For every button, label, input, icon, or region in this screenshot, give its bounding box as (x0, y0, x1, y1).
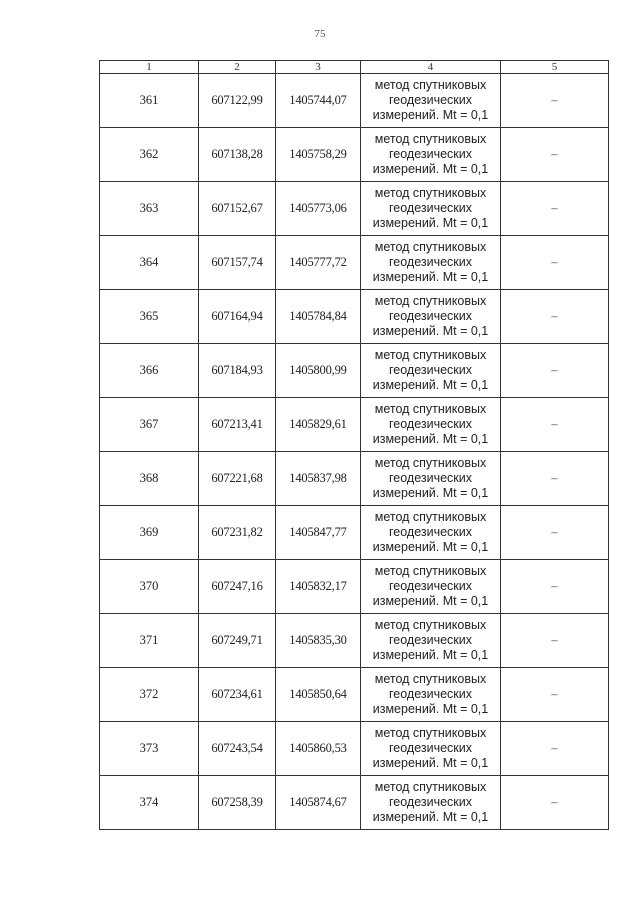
coord-x-cell: 607231,82 (199, 506, 276, 560)
method-text-line: измерений. Mt = 0,1 (372, 756, 489, 770)
method-cell (361, 290, 501, 344)
method-cell (361, 452, 501, 506)
method-cell (361, 668, 501, 722)
note-cell: – (501, 290, 609, 344)
note-cell: – (501, 128, 609, 182)
note-cell: – (501, 506, 609, 560)
table-row (100, 722, 609, 776)
method-cell (361, 236, 501, 290)
method-cell (361, 560, 501, 614)
coord-x-cell: 607157,74 (199, 236, 276, 290)
note-cell: – (501, 74, 609, 128)
method-text-line: метод спутниковых (374, 78, 487, 92)
coord-y-cell: 1405784,84 (276, 290, 361, 344)
method-text-line: метод спутниковых (374, 402, 487, 416)
method-text-line: метод спутниковых (374, 186, 487, 200)
method-text-line: геодезических (388, 309, 472, 323)
note-cell: – (501, 452, 609, 506)
coord-y-cell: 1405832,17 (276, 560, 361, 614)
header-col-4: 4 (361, 61, 501, 74)
coord-x-cell: 607152,67 (199, 182, 276, 236)
point-number-cell: 369 (100, 506, 199, 560)
coord-y-cell: 1405860,53 (276, 722, 361, 776)
coord-x-cell: 607247,16 (199, 560, 276, 614)
coord-y-cell: 1405847,77 (276, 506, 361, 560)
method-text-line: метод спутниковых (374, 456, 487, 470)
point-number-cell: 372 (100, 668, 199, 722)
table-row (100, 776, 609, 830)
method-text-line: геодезических (388, 579, 472, 593)
table-row (100, 668, 609, 722)
method-text-line: измерений. Mt = 0,1 (372, 162, 489, 176)
table-row (100, 74, 609, 128)
point-number-cell: 374 (100, 776, 199, 830)
note-cell: – (501, 668, 609, 722)
coord-y-cell: 1405829,61 (276, 398, 361, 452)
coord-x-cell: 607122,99 (199, 74, 276, 128)
coord-y-cell: 1405835,30 (276, 614, 361, 668)
method-text-line: геодезических (388, 687, 472, 701)
method-text-line: измерений. Mt = 0,1 (372, 702, 489, 716)
method-text-line: измерений. Mt = 0,1 (372, 432, 489, 446)
point-number-cell: 365 (100, 290, 199, 344)
method-text-line: геодезических (388, 633, 472, 647)
table-row (100, 344, 609, 398)
point-number-cell: 361 (100, 74, 199, 128)
table-row (100, 560, 609, 614)
note-cell: – (501, 182, 609, 236)
table-body (100, 74, 609, 830)
point-number-cell: 362 (100, 128, 199, 182)
method-text-line: метод спутниковых (374, 348, 487, 362)
table-row (100, 452, 609, 506)
method-text-line: метод спутниковых (374, 618, 487, 632)
note-cell: – (501, 344, 609, 398)
method-cell (361, 776, 501, 830)
coord-x-cell: 607243,54 (199, 722, 276, 776)
point-number-cell: 371 (100, 614, 199, 668)
method-text-line: геодезических (388, 147, 472, 161)
coord-x-cell: 607234,61 (199, 668, 276, 722)
coordinates-table (99, 60, 609, 830)
coord-x-cell: 607221,68 (199, 452, 276, 506)
coord-y-cell: 1405777,72 (276, 236, 361, 290)
method-text-line: измерений. Mt = 0,1 (372, 594, 489, 608)
method-text-line: измерений. Mt = 0,1 (372, 810, 489, 824)
method-text-line: метод спутниковых (374, 672, 487, 686)
point-number-cell: 370 (100, 560, 199, 614)
method-text-line: измерений. Mt = 0,1 (372, 486, 489, 500)
method-text-line: геодезических (388, 93, 472, 107)
method-cell (361, 614, 501, 668)
method-cell (361, 344, 501, 398)
method-text-line: геодезических (388, 363, 472, 377)
method-text-line: измерений. Mt = 0,1 (372, 540, 489, 554)
method-text-line: измерений. Mt = 0,1 (372, 324, 489, 338)
point-number-cell: 373 (100, 722, 199, 776)
method-cell (361, 722, 501, 776)
table-row (100, 290, 609, 344)
coord-x-cell: 607213,41 (199, 398, 276, 452)
coord-x-cell: 607249,71 (199, 614, 276, 668)
coord-x-cell: 607184,93 (199, 344, 276, 398)
note-cell: – (501, 776, 609, 830)
coord-x-cell: 607258,39 (199, 776, 276, 830)
note-cell: – (501, 722, 609, 776)
note-cell: – (501, 614, 609, 668)
method-text-line: измерений. Mt = 0,1 (372, 648, 489, 662)
method-text-line: метод спутниковых (374, 564, 487, 578)
point-number-cell: 367 (100, 398, 199, 452)
point-number-cell: 363 (100, 182, 199, 236)
coord-y-cell: 1405850,64 (276, 668, 361, 722)
method-cell (361, 506, 501, 560)
coord-y-cell: 1405874,67 (276, 776, 361, 830)
coord-y-cell: 1405758,29 (276, 128, 361, 182)
header-col-5: 5 (501, 61, 609, 74)
point-number-cell: 366 (100, 344, 199, 398)
method-cell (361, 398, 501, 452)
point-number-cell: 364 (100, 236, 199, 290)
method-text-line: метод спутниковых (374, 132, 487, 146)
method-cell (361, 182, 501, 236)
method-text-line: измерений. Mt = 0,1 (372, 378, 489, 392)
method-text-line: измерений. Mt = 0,1 (372, 270, 489, 284)
method-text-line: метод спутниковых (374, 780, 487, 794)
method-text-line: метод спутниковых (374, 294, 487, 308)
table-row (100, 398, 609, 452)
method-text-line: метод спутниковых (374, 726, 487, 740)
method-text-line: измерений. Mt = 0,1 (372, 108, 489, 122)
table-row (100, 128, 609, 182)
header-col-1: 1 (100, 61, 199, 74)
method-text-line: геодезических (388, 255, 472, 269)
note-cell: – (501, 398, 609, 452)
method-text-line: геодезических (388, 795, 472, 809)
coord-x-cell: 607138,28 (199, 128, 276, 182)
method-cell (361, 74, 501, 128)
method-text-line: геодезических (388, 741, 472, 755)
method-cell (361, 128, 501, 182)
coord-y-cell: 1405744,07 (276, 74, 361, 128)
note-cell: – (501, 560, 609, 614)
method-text-line: геодезических (388, 471, 472, 485)
header-col-3: 3 (276, 61, 361, 74)
coord-y-cell: 1405837,98 (276, 452, 361, 506)
coord-y-cell: 1405773,06 (276, 182, 361, 236)
table-header-row (100, 61, 609, 74)
note-cell: – (501, 236, 609, 290)
table-row (100, 506, 609, 560)
header-col-2: 2 (199, 61, 276, 74)
method-text-line: метод спутниковых (374, 510, 487, 524)
method-text-line: метод спутниковых (374, 240, 487, 254)
coord-y-cell: 1405800,99 (276, 344, 361, 398)
method-text-line: геодезических (388, 201, 472, 215)
table-row (100, 236, 609, 290)
method-text-line: геодезических (388, 417, 472, 431)
point-number-cell: 368 (100, 452, 199, 506)
method-text-line: геодезических (388, 525, 472, 539)
method-text-line: измерений. Mt = 0,1 (372, 216, 489, 230)
table-row (100, 614, 609, 668)
table-row (100, 182, 609, 236)
page-number: 75 (314, 28, 326, 40)
coord-x-cell: 607164,94 (199, 290, 276, 344)
